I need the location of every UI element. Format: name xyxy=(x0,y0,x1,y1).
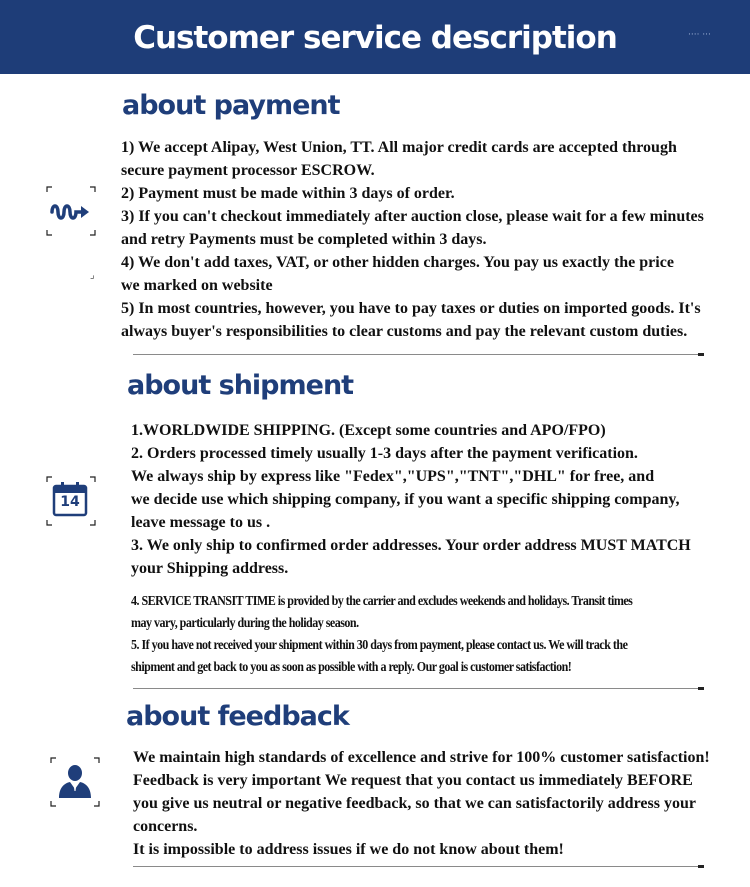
feedback-text xyxy=(133,746,710,861)
shipment-note: 5. If you have not received your shipment within 30 days from payment, please contact us. We will track the xyxy=(131,638,628,653)
person-icon xyxy=(50,757,98,805)
shipment-line: leave message to us . xyxy=(131,514,271,531)
page-title: Customer service description xyxy=(133,20,617,56)
shipment-line: 3. We only ship to confirmed order addresses. Your order address MUST MATCH xyxy=(131,537,691,554)
payment-text xyxy=(121,136,704,343)
payment-line: 5) In most countries, however, you have to pay taxes or duties on imported goods. It's xyxy=(121,300,701,317)
feedback-line: We maintain high standards of excellence and strive for 100% customer satisfaction! xyxy=(133,749,710,766)
shipment-note: 4. SERVICE TRANSIT TIME is provided by the carrier and excludes weekends and holidays. Transit times xyxy=(131,594,633,609)
payment-line: we marked on website xyxy=(121,277,273,294)
section-title-feedback: about feedback xyxy=(126,701,349,732)
shipment-line: 2. Orders processed timely usually 1-3 days after the payment verification. xyxy=(131,445,638,462)
payment-line: always buyer's responsibilities to clear customs and pay the relevant custom duties. xyxy=(121,323,688,340)
feedback-line: concerns. xyxy=(133,818,198,835)
divider xyxy=(133,866,698,867)
divider xyxy=(133,688,698,689)
feedback-line: Feedback is very important We request that you contact us immediately BEFORE xyxy=(133,772,693,789)
calendar-day: 14 xyxy=(60,494,80,510)
payment-line: secure payment processor ESCROW. xyxy=(121,162,375,179)
feedback-line: It is impossible to address issues if we do not know about them! xyxy=(133,841,564,858)
divider xyxy=(133,354,698,355)
banner-decoration: ···· ··· xyxy=(688,30,711,40)
shipment-line: 1.WORLDWIDE SHIPPING. (Except some countries and APO/FPO) xyxy=(131,422,606,439)
payment-line: 1) We accept Alipay, West Union, TT. All major credit cards are accepted through xyxy=(121,139,677,156)
section-title-shipment: about shipment xyxy=(127,370,354,401)
payment-line: and retry Payments must be completed within 3 days. xyxy=(121,231,487,248)
payment-line: 2) Payment must be made within 3 days of order. xyxy=(121,185,455,202)
feedback-line: you give us neutral or negative feedback, so that we can satisfactorily address your xyxy=(133,795,696,812)
shipment-line: your Shipping address. xyxy=(131,560,289,577)
shipment-line: we decide use which shipping company, if you want a specific shipping company, xyxy=(131,491,680,508)
payment-wave-arrow-icon xyxy=(46,186,94,234)
payment-line: 3) If you can't checkout immediately after auction close, please wait for a few minutes xyxy=(121,208,704,225)
shipment-notes xyxy=(131,591,632,679)
shipment-note: shipment and get back to you as soon as possible with a reply. Our goal is customer satisfaction! xyxy=(131,660,572,675)
tick-mark: ⌟ xyxy=(90,270,95,281)
section-title-payment: about payment xyxy=(122,90,340,121)
calendar-icon xyxy=(46,476,94,524)
header-banner xyxy=(0,0,750,74)
shipment-note: may vary, particularly during the holiday season. xyxy=(131,616,359,631)
shipment-line: We always ship by express like "Fedex","UPS","TNT","DHL" for free, and xyxy=(131,468,655,485)
payment-line: 4) We don't add taxes, VAT, or other hidden charges. You pay us exactly the price xyxy=(121,254,674,271)
shipment-text xyxy=(131,419,691,580)
